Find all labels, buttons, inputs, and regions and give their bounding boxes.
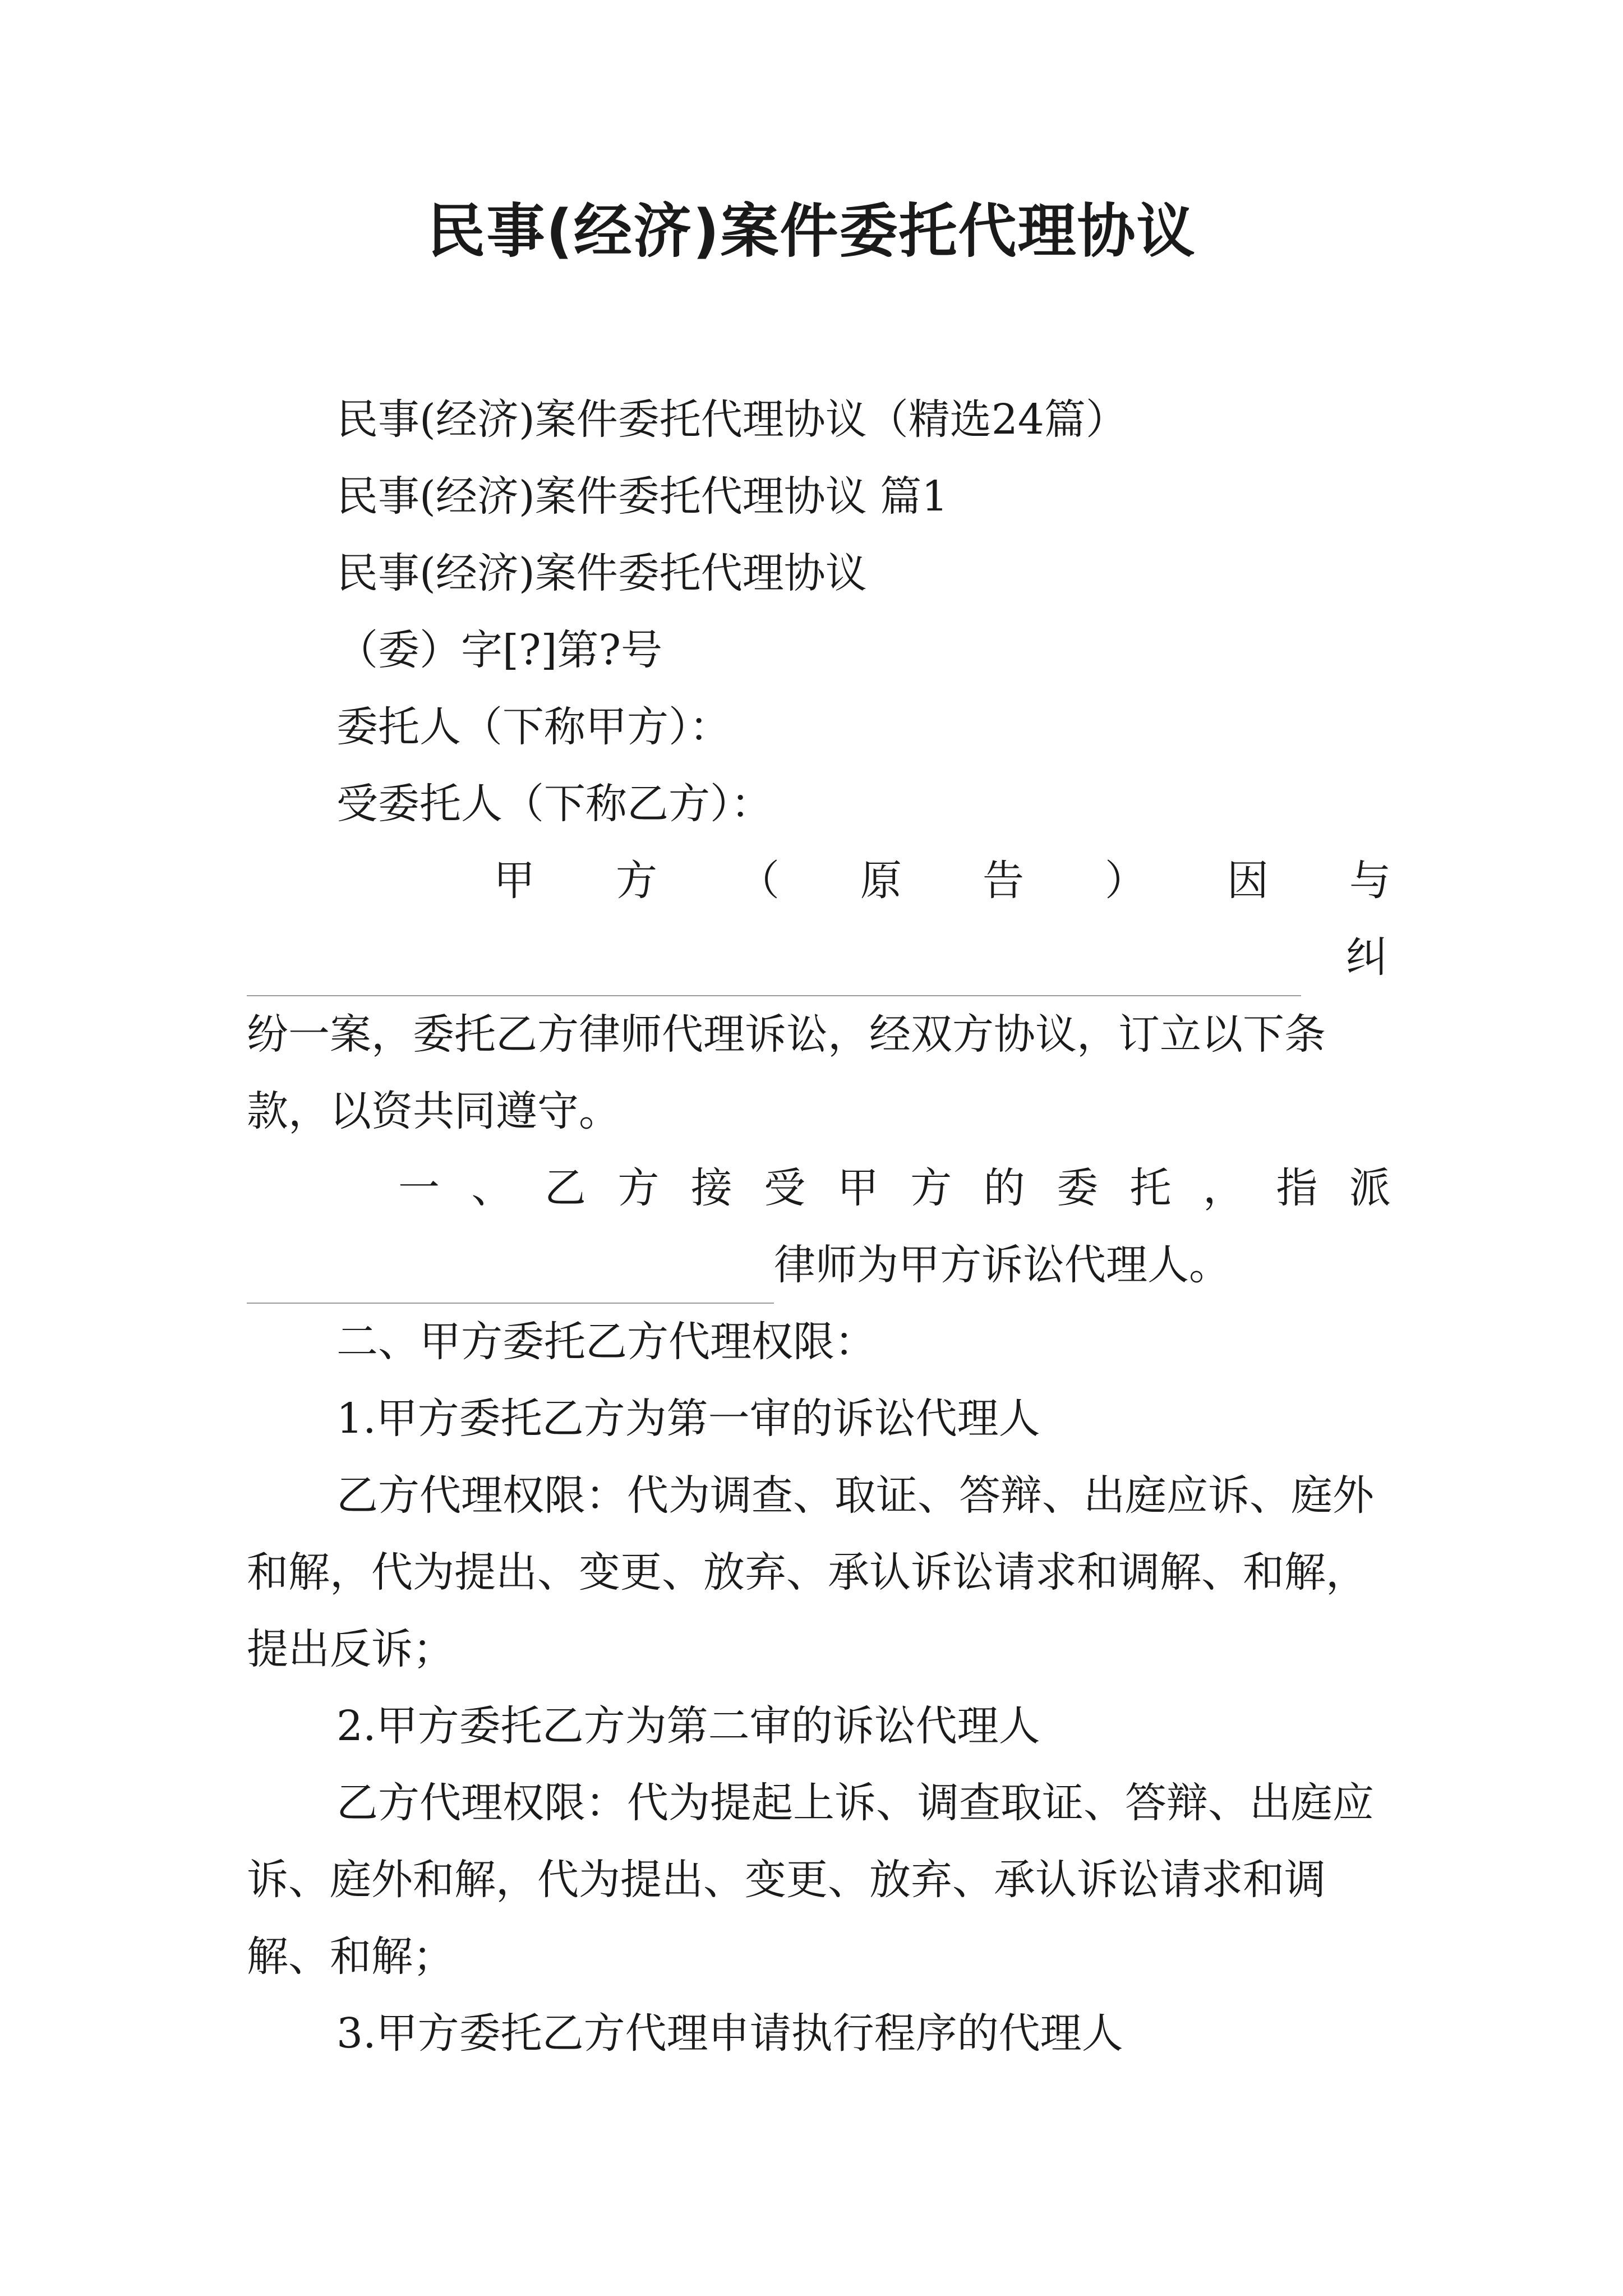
lawyer-tail: 律师为甲方诉讼代理人。 [774, 1241, 1230, 1289]
clause-intro-char: 方 [616, 857, 657, 905]
clause-intro-char: 告 [983, 857, 1024, 905]
clause-two-item-2-detail: 乙方代理权限：代为提起上诉、调查取证、答辩、出庭应诉、庭外和解，代为提出、变更、放弃、承认诉讼请求和调解、和解； [247, 1779, 1374, 1981]
clause-one-char: 一 [398, 1164, 440, 1212]
clause-one-char: ， [1202, 1164, 1244, 1212]
clause-one-char: 方 [617, 1164, 660, 1212]
agent-line: 受委托人（下称乙方）： [336, 780, 772, 828]
clause-one-char: 受 [764, 1164, 806, 1212]
principal-line: 委托人（下称甲方）： [336, 703, 731, 751]
clause-two-item-2: 2.甲方委托乙方为第二审的诉讼代理人 [336, 1702, 1040, 1750]
document-title: 民事(经济)案件委托代理协议 [427, 197, 1196, 265]
clause-one-char: 方 [910, 1164, 952, 1212]
document-body [247, 381, 1391, 2072]
clause-one-line [247, 1150, 1391, 1227]
subtitle-line: 民事(经济)案件委托代理协议（精选24篇） [336, 395, 1127, 444]
clause-one-char: 的 [983, 1164, 1025, 1212]
clause-one-char: 托 [1129, 1164, 1172, 1212]
clause-two-item-3: 3.甲方委托乙方代理申请执行程序的代理人 [336, 2009, 1123, 2058]
clause-one-char: 指 [1276, 1164, 1318, 1212]
clause-intro-char: ） [1105, 857, 1146, 905]
clause-intro-char: （ [738, 857, 780, 905]
dispute-tail: 纠 [1346, 933, 1387, 982]
clause-one-char: 甲 [837, 1164, 879, 1212]
clause-two-item-1: 1.甲方委托乙方为第一审的诉讼代理人 [336, 1395, 1040, 1443]
dispute-blank [247, 939, 1301, 996]
lawyer-blank-line [247, 1227, 1391, 1304]
clause-intro-char: 甲 [494, 857, 535, 905]
clause-one-char: 、 [471, 1164, 513, 1212]
clause-intro-char: 与 [1349, 857, 1391, 905]
section-heading: 民事(经济)案件委托代理协议 篇1 [336, 472, 948, 521]
dispute-blank-line [247, 919, 1391, 996]
clause-one-char: 派 [1349, 1164, 1391, 1212]
clause-one-char: 委 [1057, 1164, 1099, 1212]
clause-intro-char: 因 [1227, 857, 1269, 905]
clause-intro-continuation: 纷一案，委托乙方律师代理诉讼，经双方协议，订立以下条款，以资共同遵守。 [247, 1010, 1326, 1135]
clause-one-char: 乙 [544, 1164, 586, 1212]
agreement-name: 民事(经济)案件委托代理协议 [336, 549, 867, 597]
clause-two-heading: 二、甲方委托乙方代理权限： [336, 1318, 876, 1366]
document-number: （委）字[?]第?号 [336, 626, 663, 674]
clause-intro-line [247, 843, 1391, 919]
clause-one-char: 接 [690, 1164, 732, 1212]
lawyer-blank [247, 1246, 774, 1304]
clause-intro-char: 原 [860, 857, 902, 905]
clause-two-item-1-detail: 乙方代理权限：代为调查、取证、答辩、出庭应诉、庭外和解，代为提出、变更、放弃、承认诉讼请求和调解、和解，提出反诉； [247, 1471, 1374, 1673]
